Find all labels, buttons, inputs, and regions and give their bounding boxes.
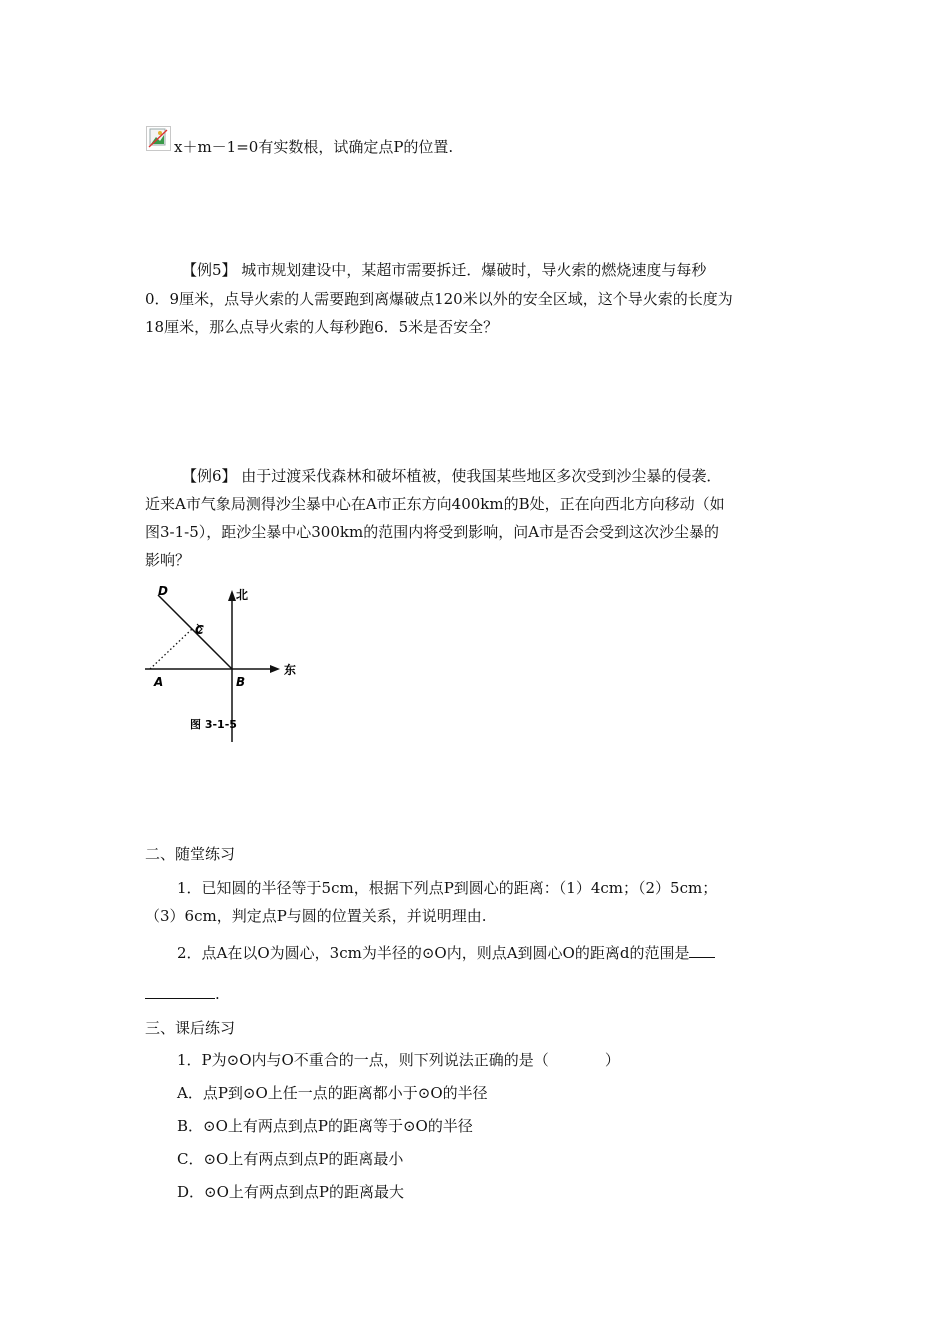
intro-text: x＋m－1=0有实数根，试确定点P的位置. (174, 138, 454, 156)
label-b: B (236, 675, 246, 689)
section3-q1 (177, 1050, 620, 1070)
option-c: C．⊙O上有两点到点P的距离最小 (177, 1150, 404, 1168)
example5-line3: 18厘米，那么点导火索的人每秒跑6．5米是否安全？ (145, 318, 499, 336)
section2-heading: 二、随堂练习 (145, 845, 236, 863)
example6-line1: 【例6】 由于过渡采伐森林和破坏植被，使我国某些地区多次受到沙尘暴的侵袭． (182, 467, 722, 485)
section3-heading: 三、课后练习 (145, 1019, 236, 1037)
section2-q1-line1: 1．已知圆的半径等于5cm，根据下列点P到圆心的距离：（1）4cm；（2）5cm； (177, 879, 718, 897)
label-east: 东 (284, 663, 297, 677)
section2-q2-line1 (177, 942, 715, 963)
section2-q2-line2 (145, 983, 220, 1004)
example5-line1: 【例5】 城市规划建设中，某超市需要拆迁．爆破时，导火索的燃烧速度与每秒 (182, 261, 707, 279)
section2-q2-text: 2．点A在以O为圆心，3cm为半径的⊙O内，则点A到圆心O的距离d的范围是 (177, 944, 690, 962)
option-a: A．点P到⊙O上任一点的距离都小于⊙O的半径 (177, 1084, 488, 1102)
section3-q1-text: 1．P为⊙O内与O不重合的一点，则下列说法正确的是（ (177, 1051, 549, 1069)
example6-line3: 图3-1-5），距沙尘暴中心300km的范围内将受到影响，问A市是否会受到这次沙尘暴的 (145, 523, 720, 541)
label-north: 北 (236, 588, 249, 602)
line-ac-dotted (150, 629, 192, 669)
north-arrow-icon (228, 590, 236, 601)
label-a: A (154, 675, 164, 689)
example6-line4: 影响？ (145, 551, 191, 569)
label-c: C (195, 623, 204, 637)
section2-q1-line2: （3）6cm，判定点P与圆的位置关系，并说明理由. (145, 907, 487, 925)
section3-q1-close: ） (604, 1051, 620, 1069)
section2-q2-end: . (215, 985, 220, 1003)
option-b: B．⊙O上有两点到点P的距离等于⊙O的半径 (177, 1117, 473, 1135)
option-d: D．⊙O上有两点到点P的距离最大 (177, 1183, 404, 1201)
answer-blank-1[interactable] (689, 942, 715, 958)
image-placeholder-icon (147, 127, 170, 150)
broken-image-icon (146, 126, 171, 151)
figure-3-1-5 (140, 582, 310, 742)
example5-line2: 0．9厘米，点导火索的人需要跑到离爆破点120米以外的安全区域，这个导火索的长度为 (145, 290, 733, 308)
east-arrow-icon (270, 665, 280, 673)
example6-line2: 近来A市气象局测得沙尘暴中心在A市正东方向400km的B处，正在向西北方向移动（如 (145, 495, 725, 513)
figure-caption: 图 3-1-5 (190, 718, 237, 731)
answer-blank-2[interactable] (145, 983, 215, 999)
label-d: D (158, 584, 168, 598)
